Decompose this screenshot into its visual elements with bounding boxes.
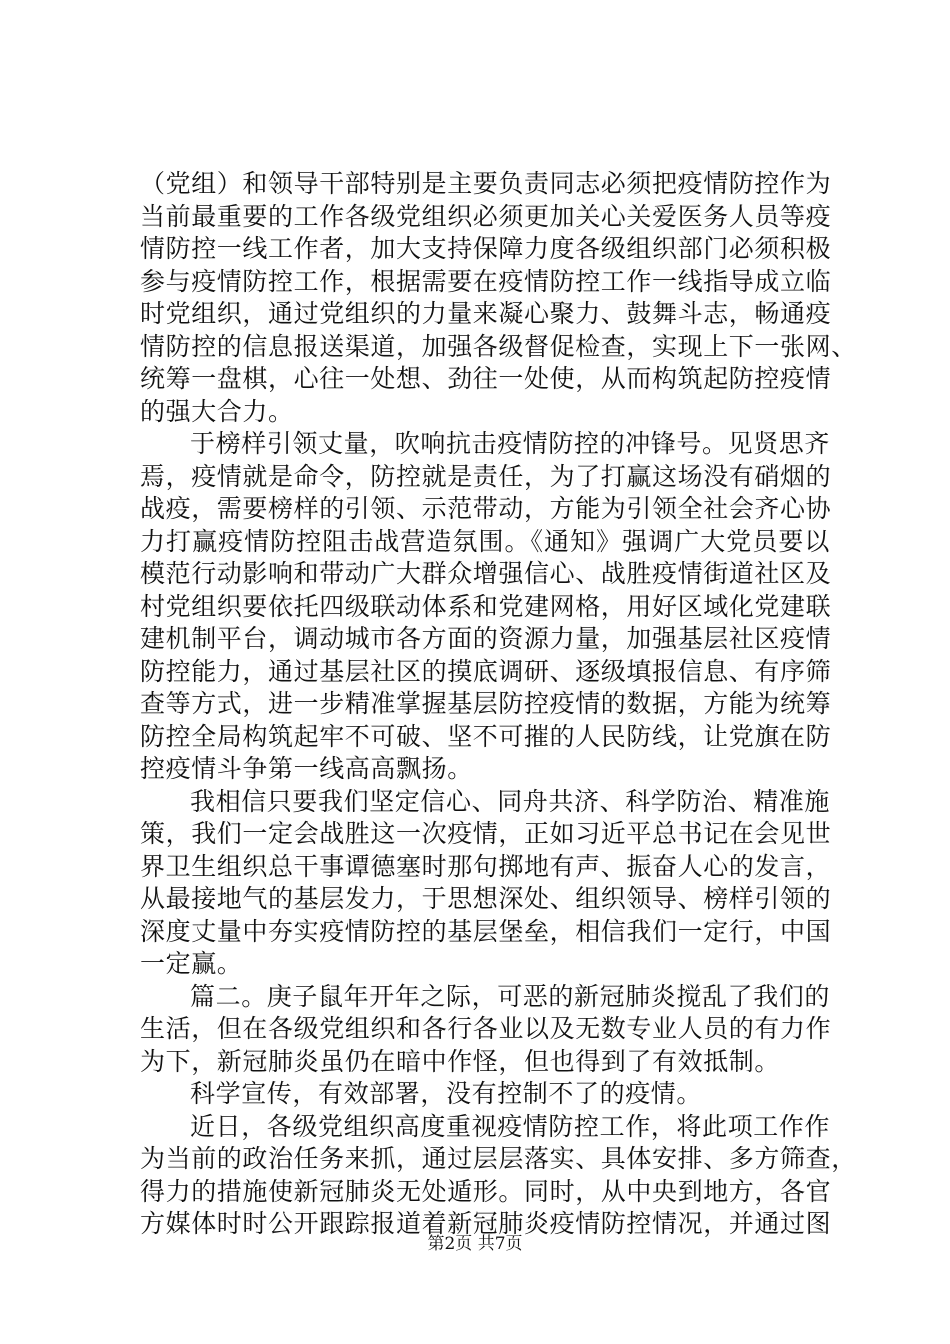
text-line: 篇二。庚子鼠年开年之际，可恶的新冠肺炎搅乱了我们的 <box>190 981 831 1011</box>
text-line: 近日，各级党组织高度重视疫情防控工作，将此项工作作 <box>190 1111 831 1141</box>
text-line: 防控全局构筑起牢不可破、坚不可摧的人民防线，让党旗在防 <box>140 721 832 751</box>
text-line: 一定赢。 <box>140 949 243 978</box>
text-line: 的强大合力。 <box>140 396 294 426</box>
text-line: 模范行动影响和带动广大群众增强信心、战胜疫情街道社区及 <box>140 559 832 588</box>
text-line: 参与疫情防控工作，根据需要在疫情防控工作一线指导成立临 <box>140 266 832 296</box>
text-line: 于榜样引领丈量，吹响抗击疫情防控的冲锋号。见贤思齐 <box>190 429 831 458</box>
text-line: 焉，疫情就是命令，防控就是责任，为了打赢这场没有硝烟的 <box>140 461 832 491</box>
text-line: 情防控的信息报送渠道，加强各级督促检查，实现上下一张网、 <box>140 331 857 361</box>
text-line: （党组）和领导干部特别是主要负责同志必须把疫情防控作为 <box>140 169 832 198</box>
text-line: 力打赢疫情防控阻击战营造氛围。《通知》强调广大党员要以 <box>140 526 830 556</box>
text-line: 为当前的政治任务来抓，通过层层落实、具体安排、多方筛查， <box>140 1144 857 1173</box>
text-line: 建机制平台，调动城市各方面的资源力量，加强基层社区疫情 <box>140 624 832 653</box>
text-line: 界卫生组织总干事谭德塞时那句掷地有声、振奋人心的发言， <box>140 851 832 881</box>
text-line: 从最接地气的基层发力，于思想深处、组织领导、榜样引领的 <box>140 884 832 913</box>
text-line: 村党组织要依托四级联动体系和党建网格，用好区域化党建联 <box>140 591 832 621</box>
text-line: 防控能力，通过基层社区的摸底调研、逐级填报信息、有序筛 <box>140 656 832 686</box>
document-body <box>140 168 857 1241</box>
text-line: 策，我们一定会战胜这一次疫情，正如习近平总书记在会见世 <box>140 819 832 848</box>
page-number-footer: 第2页 共7页 <box>427 1234 523 1254</box>
text-line: 情防控一线工作者，加大支持保障力度各级组织部门必须积极 <box>140 234 832 263</box>
text-line: 时党组织，通过党组织的力量来凝心聚力、鼓舞斗志，畅通疫 <box>140 299 832 328</box>
text-line: 战疫，需要榜样的引领、示范带动，方能为引领全社会齐心协 <box>140 494 832 523</box>
text-line: 查等方式，进一步精准掌握基层防控疫情的数据，方能为统筹 <box>140 689 832 718</box>
text-line: 为下，新冠肺炎虽仍在暗中作怪，但也得到了有效抵制。 <box>140 1046 781 1076</box>
text-line: 统筹一盘棋，心往一处想、劲往一处使，从而构筑起防控疫情 <box>140 364 832 393</box>
text-line: 深度丈量中夯实疫情防控的基层堡垒，相信我们一定行，中国 <box>140 916 832 946</box>
text-line: 控疫情斗争第一线高高飘扬。 <box>140 754 473 783</box>
text-line: 科学宣传，有效部署，没有控制不了的疫情。 <box>190 1079 703 1108</box>
text-line: 生活，但在各级党组织和各行各业以及无数专业人员的有力作 <box>140 1014 832 1043</box>
text-line: 方媒体时时公开跟踪报道着新冠肺炎疫情防控情况，并通过图 <box>140 1209 832 1238</box>
text-line: 得力的措施使新冠肺炎无处遁形。同时，从中央到地方，各官 <box>140 1176 832 1206</box>
text-line: 我相信只要我们坚定信心、同舟共济、科学防治、精准施 <box>190 786 831 816</box>
text-line: 当前最重要的工作各级党组织必须更加关心关爱医务人员等疫 <box>140 201 832 231</box>
